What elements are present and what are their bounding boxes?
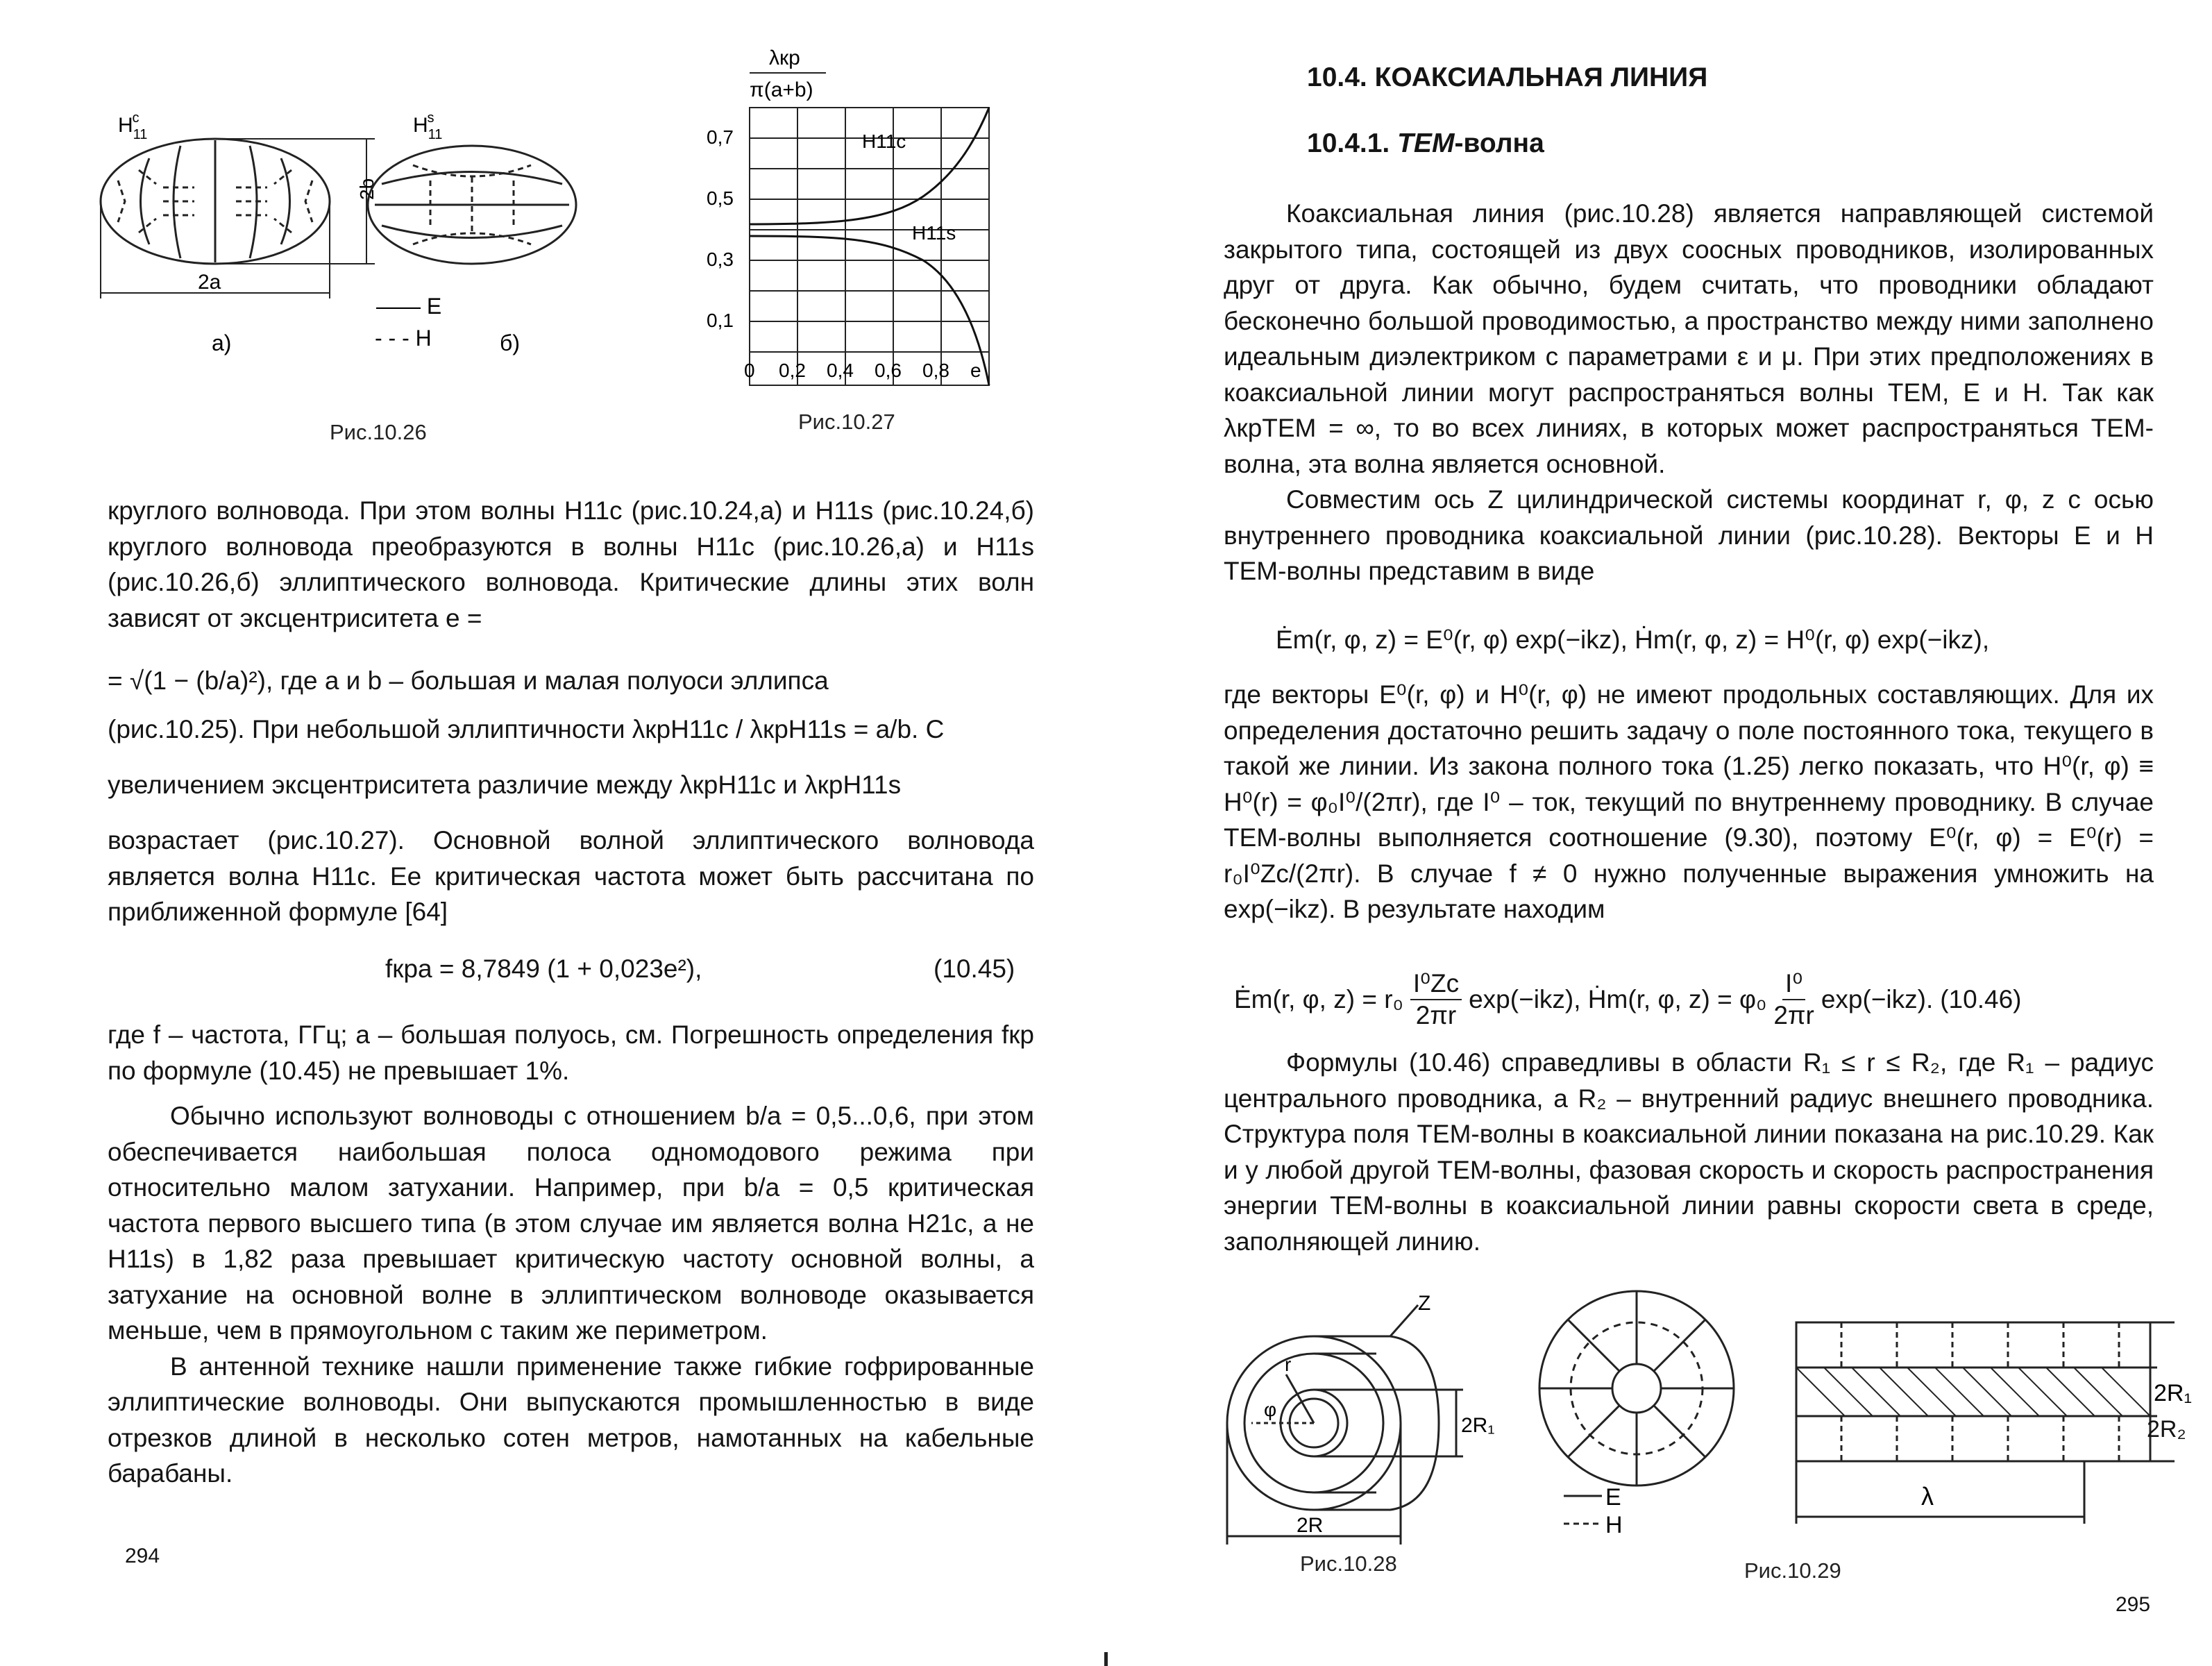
dim-2r-label: 2R <box>1297 1514 1324 1537</box>
formula-part: Ėm(r, φ, z) = r₀ <box>1234 985 1403 1013</box>
eq-number-10-46: (10.46) <box>1940 985 2022 1013</box>
section-heading: 10.4. КОАКСИАЛЬНАЯ ЛИНИЯ <box>1307 62 1708 92</box>
subsection-heading <box>1307 128 1544 159</box>
legend-e: —— E <box>376 294 442 319</box>
y-tick: 0,3 <box>707 249 734 270</box>
coaxial-line-diagram <box>1210 1281 1501 1558</box>
paragraph: В антенной технике нашли применение также гибкие гофрированные эллиптические волноводы. Они выпускаются промышленностью в виде отрезков длиной в несколько сотен метров, намотанных на кабельные барабаны. <box>108 1352 1034 1488</box>
wavelength-label: λ <box>1921 1482 1934 1511</box>
subsection-em: TEM <box>1397 128 1455 158</box>
y-tick: 0,1 <box>707 310 734 331</box>
formula-em-hm: Ėm(r, φ, z) = E⁰(r, φ) exp(−ikz), Ḣm(r, φ, z) = H⁰(r, φ) exp(−ikz), <box>1276 625 1990 654</box>
dim-2b-label: 2b <box>356 178 378 200</box>
left-text-5 <box>108 823 1034 930</box>
ellipse-b <box>368 146 576 264</box>
y-tick: 0,5 <box>707 187 734 209</box>
x-tick: 0,6 <box>875 360 902 381</box>
mode-label-a: $H_{11}c$ <box>118 110 148 142</box>
left-text-1 <box>108 493 1034 636</box>
x-tick: 0,2 <box>779 360 806 381</box>
paragraph: увеличением эксцентриситета различие между λкрH11c и λкрH11s <box>108 771 902 799</box>
ellipse-waveguide-diagram <box>97 111 541 361</box>
figure-10-28 <box>1210 1281 1501 1558</box>
label-r: r <box>1285 1354 1292 1375</box>
right-text-1 <box>1224 196 2154 589</box>
ellipse-a <box>101 139 330 264</box>
paragraph: Формулы (10.46) справедливы в области R₁ ≤ r ≤ R₂, где R₁ – радиус центрального проводника, а R₂ – внутренний радиус внешнего проводника. Структура поля ТЕМ-волны в коаксиальной линии показана на рис.10.29. Как и у любой другой TEM-волны, фазовая скорость и скорость распространения энергии TEM-волны в коаксиальной линии равны скорости света в среде, заполняющей линию. <box>1224 1048 2154 1256</box>
fraction-numerator: I⁰ <box>1782 968 1805 1000</box>
fraction-1 <box>1410 968 1462 1031</box>
formula-part: exp(−ikz), Ḣm(r, φ, z) = φ₀ <box>1469 985 1767 1013</box>
paragraph: где f – частота, ГГц; a – большая полуось, см. Погрешность определения fкр по формуле (10.45) не превышает 1%. <box>108 1020 1034 1085</box>
page-number-right: 295 <box>2116 1593 2151 1616</box>
critical-wavelength-chart <box>701 38 1006 392</box>
caption-10-26: Рис.10.26 <box>330 420 427 444</box>
right-page <box>1106 0 2212 1666</box>
legend-h: H <box>1605 1512 1623 1538</box>
paragraph: = √(1 − (b/a)²), где a и b – большая и малая полуоси эллипса <box>108 666 829 695</box>
curve-label-c: H11c <box>862 131 906 152</box>
label-phi: φ <box>1264 1399 1277 1420</box>
coaxial-field-structure <box>1536 1284 2192 1555</box>
page-number-left: 294 <box>125 1545 160 1567</box>
mode-label-b: $H_{11}s$ <box>413 110 443 142</box>
fraction-2 <box>1773 968 1814 1031</box>
right-text-2 <box>1224 677 2154 927</box>
x-tick: 0,4 <box>827 360 854 381</box>
fraction-numerator: I⁰Zc <box>1410 968 1462 1000</box>
legend-e: E <box>1605 1484 1621 1511</box>
paragraph: Обычно используют волноводы с отношением b/a = 0,5...0,6, при этом обеспечивается наибольшая полоса одномодового режима при относительно малом затухании. Например, при b/a = 0,5 критическая частота первого высшего типа (в этом случае им является волна H21c, а не H11s) в 1,82 раза превышает критическую частоту основной волны, а затухание на основной волне в эллиптическом волноводе оказывается меньше, чем в прямоугольном с таким же периметром. <box>108 1102 1034 1345</box>
left-text-4 <box>108 767 1034 803</box>
dim-2r2-text: 2R₂ <box>2147 1416 2186 1442</box>
dim-2a-label: 2a <box>198 271 221 294</box>
y-tick: 0,7 <box>707 126 734 148</box>
left-text-2 <box>108 663 1034 699</box>
caption-10-29: Рис.10.29 <box>1744 1558 1841 1583</box>
caption-10-27: Рис.10.27 <box>798 410 895 434</box>
eq-number-10-45: (10.45) <box>934 954 1015 983</box>
subsection-number: 10.4.1. <box>1307 128 1398 158</box>
subsection-rest: -волна <box>1454 128 1544 158</box>
left-text-3 <box>108 712 1034 748</box>
curve-label-s: H11s <box>912 222 956 244</box>
paragraph: Коаксиальная линия (рис.10.28) является направляющей системой закрытого типа, состоящей из двух соосных проводников, изолированных друг от друга. Как обычно, будем считать, что проводники обладают бесконечно большой проводимостью, а пространство между ними заполнено идеальным диэлектриком с параметрами ε и μ. При этих предположениях в коаксиальной линии могут распространяться волны TEM, E и H. Так как λкрTEM = ∞, то во всех линиях, в которых может распространяться TEM-волна, эта волна является основной. <box>1224 199 2154 478</box>
figure-10-26 <box>97 111 541 361</box>
x-tick: 0,8 <box>922 360 949 381</box>
axis-z-label: Z <box>1418 1292 1431 1315</box>
x-tick: e <box>970 360 981 381</box>
formula-10-45: fкрa = 8,7849 (1 + 0,023e²), <box>385 954 702 983</box>
x-tick: 0 <box>744 360 755 381</box>
formula-10-46 <box>1234 961 2021 1038</box>
paragraph: где векторы E⁰(r, φ) и H⁰(r, φ) не имеют продольных составляющих. Для их определения достаточно решить задачу о поле постоянного тока, текущего в такой же линии. Из закона полного тока (1.25) легко показать, что H⁰(r, φ) ≡ H⁰(r) = φ₀I⁰/(2πr), где I⁰ – ток, текущий по внутреннему проводнику. В случае TEM-волны выполняется соотношение (9.30), поэтому E⁰(r, φ) = E⁰(r) = r₀I⁰Zc/(2πr). В случае f ≠ 0 нужно полученные выражения умножить на exp(−ikz). В результате находим <box>1224 680 2154 923</box>
formula-part: exp(−ikz). <box>1821 985 1934 1013</box>
legend-h: - - - H <box>375 326 432 351</box>
figure-10-27 <box>701 38 1006 392</box>
left-text-after <box>108 1017 1034 1492</box>
paragraph: возрастает (рис.10.27). Основной волной эллиптического волновода является волна H11c. Ее критическая частота может быть рассчитана по приближенной формуле [64] <box>108 826 1034 926</box>
figure-10-29 <box>1536 1284 2192 1555</box>
sub-label-b: б) <box>500 330 520 355</box>
paragraph: (рис.10.25). При небольшой эллиптичности λкрH11c / λкрH11s = a/b. С <box>108 715 945 743</box>
y-label-top: λкр <box>769 47 800 69</box>
fraction-denominator: 2πr <box>1415 1001 1457 1029</box>
sub-label-a: а) <box>212 330 232 355</box>
right-text-3 <box>1224 1045 2154 1259</box>
paragraph: Совместим ось Z цилиндрической системы координат r, φ, z с осью внутреннего проводника коаксиальной линии (рис.10.28). Векторы E и H TEM-волны представим в виде <box>1224 485 2154 585</box>
fraction-denominator: 2πr <box>1773 1001 1814 1029</box>
dim-2r1-label: 2R₁ <box>1461 1414 1495 1437</box>
dim-2r1-label: 2R₁ <box>2154 1380 2192 1406</box>
curve-h11c <box>750 108 989 224</box>
paragraph: круглого волновода. При этом волны H11c (рис.10.24,а) и H11s (рис.10.24,б) круглого волновода преобразуются в волны H11c (рис.10.26,а) и H11s (рис.10.26,б) эллиптического волновода. Критические длины этих волн зависят от эксцентриситета e = <box>108 496 1034 632</box>
caption-10-28: Рис.10.28 <box>1300 1551 1397 1576</box>
gutter-mark <box>1104 1652 1108 1666</box>
y-label-bottom: π(a+b) <box>750 78 813 101</box>
